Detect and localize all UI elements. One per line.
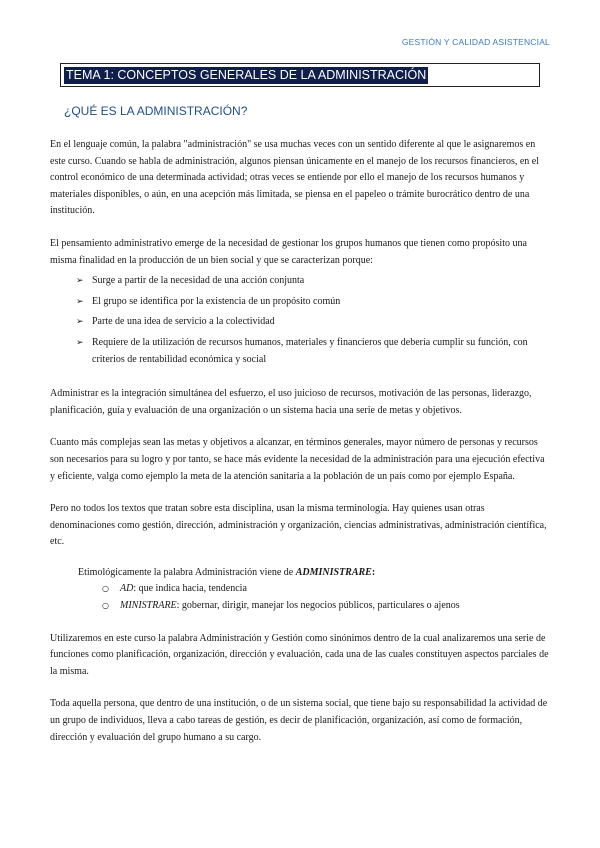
etymology-intro: Etimológicamente la palabra Administración viene de (78, 566, 296, 578)
etymology-item-term: MINISTRARE (120, 600, 177, 612)
etymology-item-text: : gobernar, dirigir, manejar los negocios públicos, particulares o ajenos (176, 600, 460, 612)
document-body (50, 137, 550, 746)
running-header: GESTIÓN Y CALIDAD ASISTENCIAL (401, 37, 550, 47)
etymology-item-text: : que indica hacia, tendencia (133, 583, 247, 595)
paragraph-7: Toda aquella persona, que dentro de una institución, o de un sistema social, que tiene bajo su responsabilidad la actividad de un grupo de individuos, lleva a cabo tareas de gestión, es decir de planificación, organización, así como de formación, dirección y evaluación del grupo humano a su cargo. (50, 698, 548, 743)
etymology-item-term: AD (120, 583, 134, 595)
paragraph-2: El pensamiento administrativo emerge de la necesidad de gestionar los grupos humanos que tienen como propósito una misma finalidad en la producción de un bien social y que se caracterizan porque: (50, 237, 527, 266)
paragraph-6: Utilizaremos en este curso la palabra Administración y Gestión como sinónimos dentro de la cual analizaremos una serie de funciones como planificación, organización, dirección y evaluación, cada una de las cuales constituyen aspectos parciales de la misma. (50, 632, 549, 677)
etymology-line (50, 565, 550, 582)
etymology-list (50, 581, 550, 614)
etymology-term: ADMINISTRARE (295, 566, 372, 578)
paragraph-5: Pero no todos los textos que tratan sobre esta disciplina, usan la misma terminología. Hay quienes usan otras denominaciones como gestión, dirección, administración y organización, ciencias administrativas, administración científica, etc. (50, 503, 547, 548)
list-item: ➢ Requiere de la utilización de recursos humanos, materiales y financieros que debería cumplir su función, con criterios de rentabilidad económica y social (76, 335, 550, 368)
list-item: ➢ Parte de una idea de servicio a la colectividad (76, 314, 550, 331)
list-item (102, 581, 550, 598)
paragraph-4: Cuanto más complejas sean las metas y objetivos a alcanzar, en términos generales, mayor número de personas y recursos son necesarios para su logro y por tanto, se hace más evidente la necesidad de la administración para una ejecución efectiva y eficiente, valga como ejemplo la meta de la atención sanitaria a la población de un país como por ejemplo España. (50, 437, 545, 482)
paragraph-3: Administrar es la integración simultánea del esfuerzo, el uso juicioso de recursos, motivación de las personas, liderazgo, planificación, guía y evaluación de una organización o un sistema hacia una serie de metas y objetivos. (50, 388, 532, 416)
list-item: ➢ El grupo se identifica por la existencia de un propósito común (76, 294, 550, 311)
paragraph-1: En el lenguaje común, la palabra "administración" se usa muchas veces con un sentido diferente al que le asignaremos en este curso. Cuando se habla de administración, algunos piensan únicamente en el manejo de los recursos financieros, en el control económico de una determinada actividad; otras veces se entiende por ello el manejo de los recursos humanos y materiales disponibles, o aún, en una acepción más limitada, se piensa en el papeleo o trámite burocrático dentro de una institución. (50, 139, 540, 217)
chapter-title-box (60, 63, 540, 87)
section-subtitle: ¿QUÉ ES LA ADMINISTRACIÓN? (64, 104, 248, 118)
list-item (102, 598, 550, 615)
chapter-title: TEMA 1: CONCEPTOS GENERALES DE LA ADMINISTRACIÓN (66, 68, 427, 82)
list-item: ➢ Surge a partir de la necesidad de una acción conjunta (76, 273, 550, 290)
bullet-list (50, 273, 550, 368)
etymology-colon: : (371, 566, 376, 578)
